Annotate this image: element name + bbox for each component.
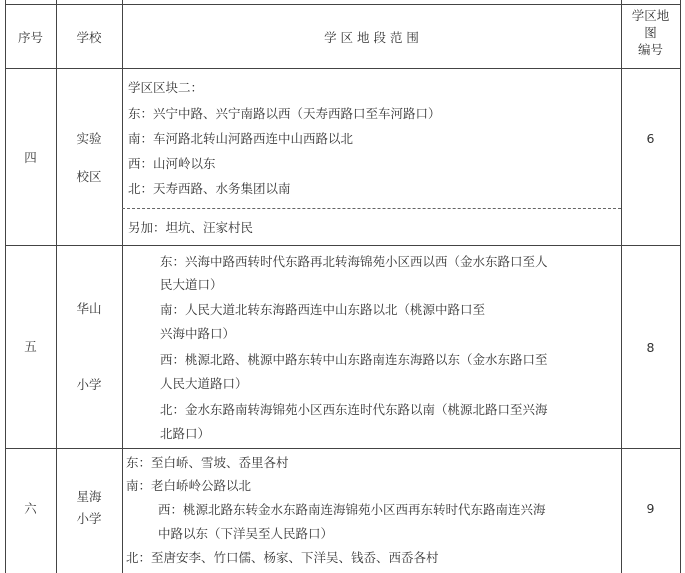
range-line: 学区区块二： <box>128 80 204 95</box>
header-map-no-line3: 编号 <box>637 42 663 57</box>
row-seq: 六 <box>24 501 37 516</box>
header-divider <box>5 68 681 69</box>
range-line: 东：兴海中路西转时代东路再北转海锦苑小区西以西（金水东路口至人 <box>160 254 548 269</box>
row-map-no: 8 <box>646 340 655 355</box>
table-border-left <box>5 0 6 573</box>
range-line: 东：至白峤、雪坡、岙里各村 <box>126 455 289 470</box>
header-map-no-line2: 图 <box>644 25 657 40</box>
range-line: 南：人民大道北转东海路西连中山东路以北（桃源中路口至 <box>160 302 486 317</box>
row-divider <box>5 448 681 449</box>
range-line: 人民大道路口） <box>160 376 248 391</box>
range-line: 北：天寿西路、水务集团以南 <box>128 181 291 196</box>
range-line: 中路以东（下洋吴至人民路口） <box>158 526 334 541</box>
header-school: 学校 <box>76 30 102 45</box>
range-line: 西：桃源北路、桃源中路东转中山东路南连东海路以东（金水东路口至 <box>160 352 548 367</box>
header-seq: 序号 <box>17 30 43 45</box>
header-range: 学 区 地 段 范 围 <box>324 30 419 45</box>
table-border-top <box>5 4 681 5</box>
row-school-line1: 实验 <box>76 131 102 146</box>
row-divider <box>5 245 681 246</box>
header-map-no-line1: 学区地 <box>631 8 670 23</box>
row-school-line2: 小学 <box>76 511 102 526</box>
row-seq: 五 <box>24 339 37 354</box>
row-map-no: 6 <box>646 131 655 146</box>
range-extra: 另加：坦坑、汪家村民 <box>128 220 254 235</box>
range-line: 西：山河岭以东 <box>128 156 216 171</box>
row-map-no: 9 <box>646 501 655 516</box>
row-school-line1: 星海 <box>76 489 102 504</box>
range-line: 北：至唐安李、竹口儒、杨家、下洋吴、钱岙、西岙各村 <box>126 550 439 565</box>
column-divider <box>621 0 622 573</box>
range-line: 兴海中路口） <box>160 326 236 341</box>
table-border-right <box>680 0 681 573</box>
row-school-line2: 校区 <box>76 169 102 184</box>
row-seq: 四 <box>24 150 37 165</box>
dashed-divider <box>122 208 621 209</box>
range-line: 南：车河路北转山河路西连中山西路以北 <box>128 131 354 146</box>
range-line: 南：老白峤岭公路以北 <box>126 478 252 493</box>
range-line: 北：金水东路南转海锦苑小区西东连时代东路以南（桃源北路口至兴海 <box>160 402 548 417</box>
range-line: 民大道口） <box>160 277 223 292</box>
column-divider <box>56 0 57 573</box>
row-school-line1: 华山 <box>76 301 102 316</box>
range-line: 北路口） <box>160 426 211 441</box>
row-school-line2: 小学 <box>76 377 102 392</box>
column-divider <box>122 0 123 573</box>
range-line: 东：兴宁中路、兴宁南路以西（天寿西路口至车河路口） <box>128 106 441 121</box>
range-line: 西：桃源北路东转金水东路南连海锦苑小区西再东转时代东路南连兴海 <box>158 502 546 517</box>
